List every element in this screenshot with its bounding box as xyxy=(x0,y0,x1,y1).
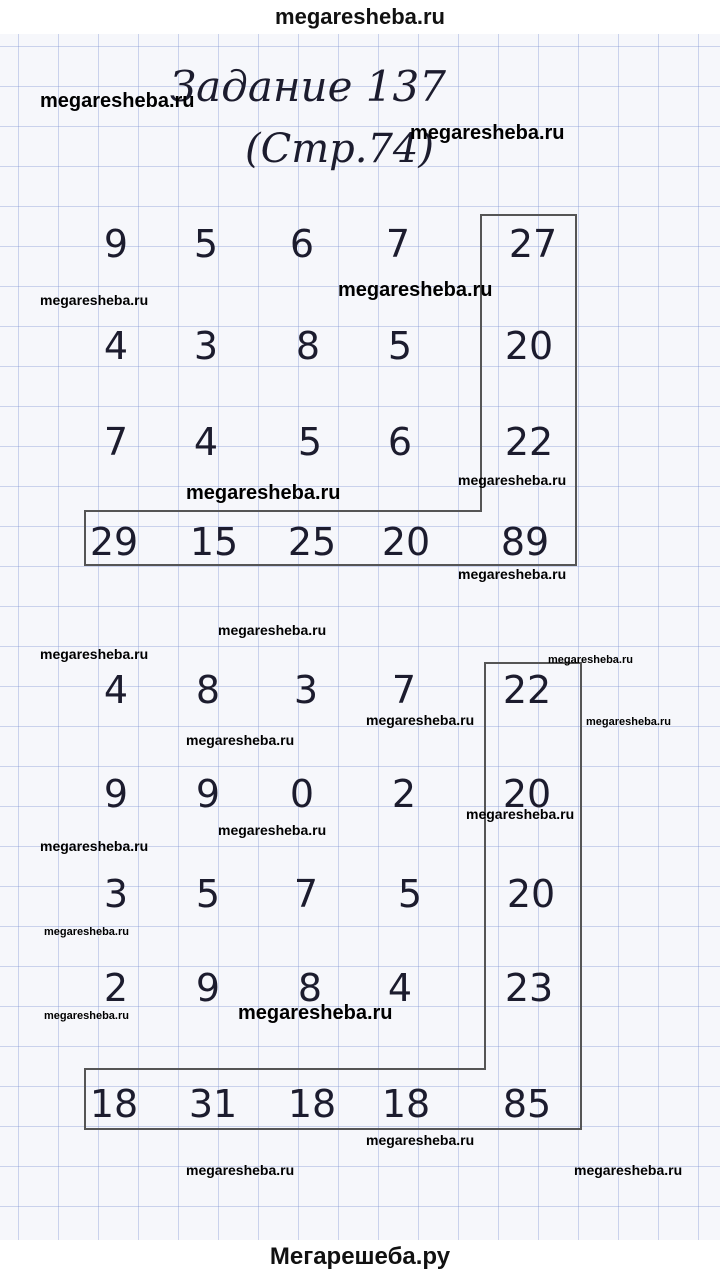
table-border xyxy=(84,510,86,566)
table-cell: 4 xyxy=(103,324,129,368)
table-border xyxy=(84,1128,582,1130)
notebook-page xyxy=(0,34,720,1240)
watermark: megaresheba.ru xyxy=(218,822,327,838)
table-cell: 4 xyxy=(103,668,129,712)
table-cell: 5 xyxy=(195,872,221,916)
task-title: Задание 137 xyxy=(170,62,446,111)
watermark: megaresheba.ru xyxy=(40,90,195,112)
table-cell: 2 xyxy=(391,772,417,816)
column-total: 25 xyxy=(287,520,337,564)
column-total: 20 xyxy=(381,520,431,564)
watermark: megaresheba.ru xyxy=(574,1162,683,1178)
table-cell: 6 xyxy=(289,222,315,266)
table-cell: 7 xyxy=(293,872,319,916)
table-border xyxy=(480,214,577,216)
watermark: megaresheba.ru xyxy=(458,566,567,582)
watermark: megaresheba.ru xyxy=(44,926,129,938)
column-total: 18 xyxy=(381,1082,431,1126)
row-sum: 27 xyxy=(508,222,558,266)
table-cell: 5 xyxy=(397,872,423,916)
table-cell: 5 xyxy=(387,324,413,368)
watermark: megaresheba.ru xyxy=(366,712,475,728)
watermark: megaresheba.ru xyxy=(40,292,149,308)
watermark: megaresheba.ru xyxy=(186,482,341,504)
table-cell: 7 xyxy=(385,222,411,266)
table-cell: 5 xyxy=(297,420,323,464)
watermark: megaresheba.ru xyxy=(186,732,295,748)
column-total: 31 xyxy=(188,1082,238,1126)
watermark: megaresheba.ru xyxy=(366,1132,475,1148)
watermark: megaresheba.ru xyxy=(410,122,565,144)
task-page-ref: (Стр.74) xyxy=(245,126,434,172)
watermark: megaresheba.ru xyxy=(466,806,575,822)
column-total: 18 xyxy=(89,1082,139,1126)
watermark: megaresheba.ru xyxy=(218,622,327,638)
watermark: megaresheba.ru xyxy=(548,654,633,666)
watermark: megaresheba.ru xyxy=(338,279,493,301)
row-sum: 20 xyxy=(504,324,554,368)
table-cell: 4 xyxy=(193,420,219,464)
watermark: megaresheba.ru xyxy=(44,1010,129,1022)
grand-total: 89 xyxy=(500,520,550,564)
table-cell: 3 xyxy=(293,668,319,712)
row-sum: 22 xyxy=(502,668,552,712)
table-cell: 9 xyxy=(103,772,129,816)
table-border xyxy=(480,214,482,512)
watermark: megaresheba.ru xyxy=(586,716,671,728)
watermark: megaresheba.ru xyxy=(40,838,149,854)
table-cell: 7 xyxy=(103,420,129,464)
grand-total: 85 xyxy=(502,1082,552,1126)
row-sum: 20 xyxy=(502,772,552,816)
site-header: megaresheba.ru xyxy=(0,0,720,34)
table-border xyxy=(84,1068,486,1070)
table-cell: 9 xyxy=(103,222,129,266)
table-cell: 3 xyxy=(103,872,129,916)
table-border xyxy=(484,662,486,1070)
table-border xyxy=(84,510,482,512)
table-cell: 8 xyxy=(195,668,221,712)
column-total: 15 xyxy=(189,520,239,564)
table-cell: 0 xyxy=(289,772,315,816)
watermark: megaresheba.ru xyxy=(458,472,567,488)
column-total: 29 xyxy=(89,520,139,564)
table-cell: 9 xyxy=(195,966,221,1010)
table-cell: 7 xyxy=(391,668,417,712)
table-border xyxy=(575,214,577,564)
table-cell: 2 xyxy=(103,966,129,1010)
table-cell: 3 xyxy=(193,324,219,368)
table-cell: 4 xyxy=(387,966,413,1010)
watermark: megaresheba.ru xyxy=(186,1162,295,1178)
row-sum: 20 xyxy=(506,872,556,916)
site-footer: Мегарешеба.ру xyxy=(0,1240,720,1274)
column-total: 18 xyxy=(287,1082,337,1126)
table-cell: 9 xyxy=(195,772,221,816)
table-cell: 8 xyxy=(295,324,321,368)
table-cell: 5 xyxy=(193,222,219,266)
table-border xyxy=(84,1068,86,1130)
table-cell: 6 xyxy=(387,420,413,464)
row-sum: 22 xyxy=(504,420,554,464)
watermark: megaresheba.ru xyxy=(238,1002,393,1024)
watermark: megaresheba.ru xyxy=(40,646,149,662)
table-border xyxy=(580,662,582,1130)
table-cell: 8 xyxy=(297,966,323,1010)
row-sum: 23 xyxy=(504,966,554,1010)
